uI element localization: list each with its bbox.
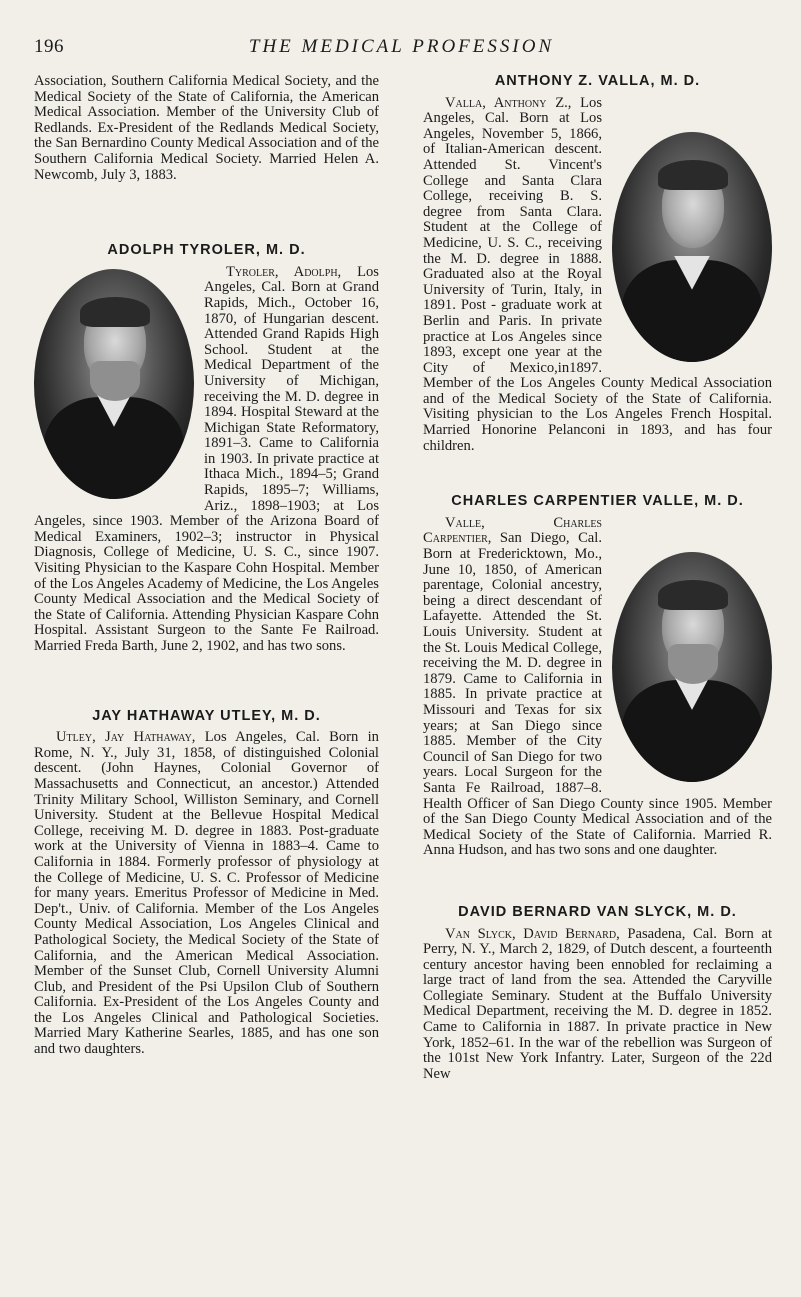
bio-van-slyck <box>423 905 772 1083</box>
portrait-valla <box>612 132 772 362</box>
right-column <box>423 74 772 1082</box>
bio-text <box>423 96 772 455</box>
bio-name: Utley, Jay Hathaway, <box>56 729 196 746</box>
bio-tyroler <box>34 243 379 654</box>
bio-text <box>34 265 379 655</box>
bio-text <box>423 516 772 859</box>
bio-name: Valle, Charles Carpentier, <box>423 514 602 547</box>
bio-heading: ADOLPH TYROLER, M. D. <box>107 242 306 259</box>
bio-details: Pasadena, Cal. Born at Perry, N. Y., March 2, 1829, of Dutch descent, a fourteenth century ancestor having been ennobled for reclaiming a large tract of land from the sea. Attended the Caryville Collegiate Seminary. Student at the Buffalo University Medical Department, receiving the M. D. degree in 1852. Came to California in 1887. In private practice in New York, 1852–61. In the war of the rebellion was Surgeon of the 101st New York Infantry. Later, Surgeon of the 22d New <box>423 925 772 1082</box>
bio-name: Van Slyck, David Bernard, <box>445 925 620 942</box>
bio-text <box>34 730 379 1057</box>
bio-heading: JAY HATHAWAY UTLEY, M. D. <box>92 707 321 724</box>
bio-valle <box>423 494 772 859</box>
portrait-tyroler <box>34 269 194 499</box>
bio-text <box>423 927 772 1083</box>
bio-name: Tyroler, Adolph, <box>226 263 342 280</box>
portrait-valle <box>612 552 772 782</box>
page-header <box>34 36 769 60</box>
bio-valla <box>423 74 772 454</box>
left-column <box>34 74 379 1058</box>
bio-name: Valla, Anthony Z., <box>445 94 572 111</box>
bio-details: Los Angeles, Cal. Born in Rome, N. Y., July 31, 1858, of distinguished Colonial descent. (John Haynes, Colonial Governor of Massachusetts and Connecticut, an ancestor.) Attended Trinity Military School, Williston Seminary, and Cornell University. Student at the Bellevue Hospital Medical College, receiving M. D. degree in 1883. Post-graduate work at the University of Vienna in 1883–4. Came to California in 1884. Formerly professor of physiology at the College of Medicine, U. S. C. Professor of Medicine for many years. Emeritus Professor of Medicine in Med. Dep't., Univ. of California. Member of the Los Angeles County Medical Association, Los Angeles Clinical and Pathological Society, the Medical Society of the State of California, and the American Medical Association. Member of the Sunset Club, Cornell University Alumni Club, and President of the Psi Upsilon Club of Southern California. Ex-President of the Los Angeles County and the Los Angeles Clinical and Pathological Societies. Married Mary Katherine Searles, 1885, and has one son and two daughters. <box>34 729 379 1058</box>
continuation-text: Association, Southern California Medical Society, and the Medical Society of the State of California, the American Medical Association. Member of the University Club of Redlands. Ex-President of the Redlands Medical Society, the San Bernardino County Medical Association and of the Southern California Medical Society. Married Helen A. Newcomb, July 3, 1883. <box>34 73 379 183</box>
bio-heading: DAVID BERNARD VAN SLYCK, M. D. <box>458 903 737 920</box>
bio-heading: ANTHONY Z. VALLA, M. D. <box>494 73 701 89</box>
bio-heading: CHARLES CARPENTIER VALLE, M. D. <box>451 493 744 510</box>
running-title: THE MEDICAL PROFESSION <box>248 36 555 57</box>
bio-details: San Diego, Cal. Born at Fredericktown, Mo., June 10, 1850, of American parentage, Colonial ancestry, being a direct descendant of Lafayette. Attended the St. Louis University. Student at the St. Louis Medical College, receiving the M. D. degree in 1879. Came to California in 1885. In private practice at Missouri and Texas for six years; at San Diego since 1885. Member of the City Council of San Diego for two years. Local Surgeon for the Santa Fe Railroad, 1887–8. Health Officer of San Diego County since 1905. Member of the San Diego County Medical Association and of the Medical Society of the State of California. Married R. Anna Hudson, and has two sons and one daughter. <box>423 530 772 859</box>
page-number: 196 <box>34 36 64 57</box>
bio-utley <box>34 709 379 1058</box>
bio-details: Los Angeles, Cal. Born at Grand Rapids, Mich., October 16, 1870, of Hungarian descent. Attended Grand Rapids High School. Student at the Medical Department of the University of Michigan, receiving the M. D. degree in 1894. Hospital Steward at the Michigan State Reformatory, 1891–3. Came to California in 1903. In private practice at Ithaca Mich., 1894–5; Grand Rapids, 1895–7; Williams, Ariz., 1898–1903; at Los Angeles, since 1903. Member of the Arizona Board of Medical Examiners, 1902–3; instructor in Physical Diagnosis, College of Medicine, U. S. C., since 1907. Visiting Physician to the Kaspare Cohn Hospital. Member of the Los Angeles Academy of Medicine, the Los Angeles County Medical Association and the Medical Society of the State of California. Attending Physician Kaspare Cohn Hospital. Assistant Surgeon to the Sante Fe Railroad. Married Freda Barth, June 2, 1902, and has two sons. <box>34 263 379 654</box>
bio-details: Los Angeles, Cal. Born at Los Angeles, November 5, 1866, of Italian-American descent. Attended St. Vincent's College and Santa Clara College, receiving B. S. degree from Santa Clara. Student at the College of Medicine, U. S. C., receiving the M. D. degree in 1888. Graduated also at the Royal University of Turin, Italy, in 1891. Post - graduate work at Berlin and Paris. In private practice at Los Angeles since 1893, except one year at the City of Mexico,in1897. Member of the Los Angeles County Medical Association and of the Medical Society of the State of California. Visiting physician to the Los Angeles French Hospital. Married Honorine Pelanconi in 1893, and has four children. <box>423 94 772 454</box>
